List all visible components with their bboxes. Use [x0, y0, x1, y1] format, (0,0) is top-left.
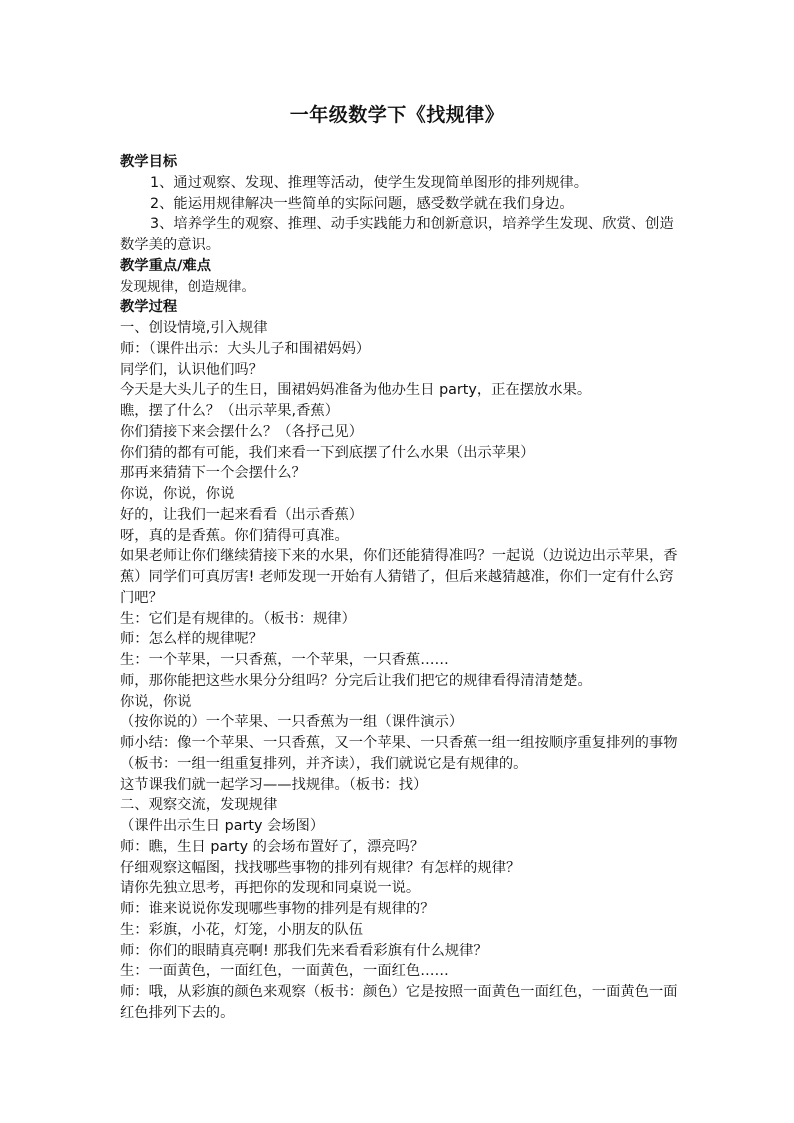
process-line: 师：怎么样的规律呢？	[120, 631, 263, 648]
process-line: 仔细观察这幅图，找找哪些事物的排列有规律？有怎样的规律？	[120, 859, 521, 876]
process-line: 你们猜接下来会摆什么？（各抒己见）	[120, 423, 364, 440]
key-points-text: 发现规律，创造规律。	[120, 278, 255, 295]
process-line: 生：一个苹果，一只香蕉，一个苹果，一只香蕉……	[120, 652, 449, 668]
process-line: （按你说的）一个苹果、一只香蕉为一组（课件演示）	[120, 714, 464, 731]
section-heading-key-points: 教学重点/难点	[120, 257, 212, 274]
goal-item: 1、通过观察、发现、推理等活动，使学生发现简单图形的排列规律。	[150, 174, 588, 191]
process-line: 师：哦，从彩旗的颜色来观察（板书：颜色）它是按照一面黄色一面红色，一面黄色一面红色排列下去的。	[120, 984, 678, 1021]
process-line: 那再来猜猜下一个会摆什么？	[120, 465, 306, 482]
section-heading-goals: 教学目标	[120, 154, 178, 170]
process-line: 同学们，认识他们吗？	[120, 361, 263, 378]
process-line: 瞧，摆了什么？（出示苹果,香蕉）	[120, 403, 339, 419]
section-heading-process: 教学过程	[120, 299, 178, 316]
process-line: 师小结：像一个苹果、一只香蕉，又一个苹果、一只香蕉一组一组按顺序重复排列的事物（板书：一组一组重复排列，并齐读），我们就说它是有规律的。	[120, 735, 678, 772]
process-line: 师：你们的眼睛真亮啊! 那我们先来看看彩旗有什么规律？	[120, 942, 488, 959]
process-line: 请你先独立思考，再把你的发现和同桌说一说。	[120, 880, 421, 897]
process-line: 你说，你说	[120, 693, 192, 710]
process-line: 一、创设情境,引入规律	[120, 320, 268, 336]
process-line: 师：瞧，生日 party 的会场布置好了，漂亮吗？	[120, 838, 425, 855]
goal-item: 2、能运用规律解决一些简单的实际问题，感受数学就在我们身边。	[150, 195, 574, 212]
process-line: 你说，你说，你说	[120, 486, 235, 502]
process-line: 如果老师让你们继续猜接下来的水果，你们还能猜得准吗？一起说（边说边出示苹果，香蕉）同学们可真厉害! 老师发现一开始有人猜错了，但后来越猜越准，你们一定有什么窍门吧？	[120, 548, 678, 606]
document-body	[120, 152, 680, 1024]
process-line: 今天是大头儿子的生日，围裙妈妈准备为他办生日 party，正在摆放水果。	[120, 382, 592, 399]
goal-item: 3、培养学生的观察、推理、动手实践能力和创新意识，培养学生发现、欣赏、创造数学美的意识。	[120, 216, 674, 253]
process-line: 生：它们是有规律的。（板书：规律）	[120, 610, 356, 627]
process-line: 生：彩旗，小花，灯笼，小朋友的队伍	[120, 921, 364, 938]
page-title: 一年级数学下《找规律》	[289, 104, 505, 126]
process-line: 好的，让我们一起来看看（出示香蕉）	[120, 506, 364, 523]
process-line: 二、观察交流，发现规律	[120, 797, 278, 814]
process-line: 这节课我们就一起学习——找规律。（板书：找）	[120, 776, 428, 793]
process-line: 你们猜的都有可能，我们来看一下到底摆了什么水果（出示苹果）	[120, 444, 535, 461]
process-line: 师，那你能把这些水果分分组吗？分完后让我们把它的规律看得清清楚楚。	[120, 672, 592, 689]
process-line: 呀，真的是香蕉。你们猜得可真准。	[120, 527, 349, 544]
process-line: 师：（课件出示：大头儿子和围裙妈妈）	[120, 340, 371, 357]
process-line: （课件出示生日 party 会场图）	[120, 818, 325, 834]
process-line: 生：一面黄色，一面红色，一面黄色，一面红色……	[120, 963, 449, 980]
process-line: 师：谁来说说你发现哪些事物的排列是有规律的？	[120, 901, 435, 917]
